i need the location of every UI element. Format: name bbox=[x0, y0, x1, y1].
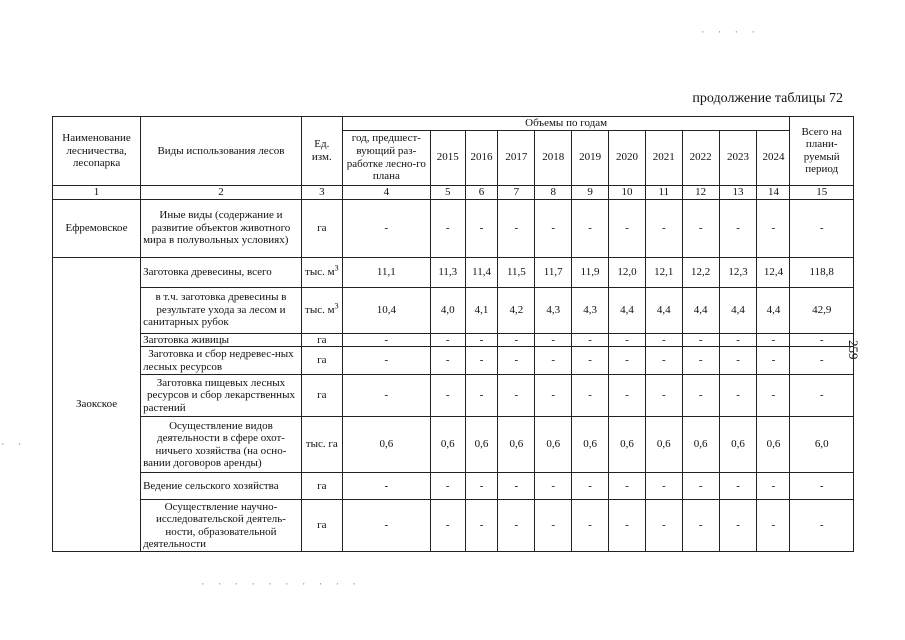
prior-year-value: 0,6 bbox=[342, 417, 430, 473]
year-value: 4,4 bbox=[719, 287, 757, 333]
header-year: 2015 bbox=[430, 130, 465, 185]
column-number: 2 bbox=[141, 185, 302, 199]
column-number: 10 bbox=[609, 185, 646, 199]
year-value: - bbox=[719, 347, 757, 375]
year-value: - bbox=[465, 333, 498, 347]
year-value: - bbox=[645, 347, 682, 375]
unit-label: тыс. га bbox=[305, 438, 338, 451]
year-value: - bbox=[465, 473, 498, 500]
column-number: 7 bbox=[498, 185, 535, 199]
year-value: - bbox=[609, 333, 646, 347]
forest-use-kind: в т.ч. заготовка древесины в результате ухода за лесом и санитарных рубок bbox=[141, 287, 302, 333]
year-value: 12,0 bbox=[609, 257, 646, 287]
year-value: - bbox=[682, 500, 719, 552]
year-value: - bbox=[430, 347, 465, 375]
year-value: - bbox=[430, 473, 465, 500]
year-value: - bbox=[535, 199, 572, 257]
table-row bbox=[53, 473, 854, 500]
forestry-name: Заокское bbox=[53, 257, 141, 552]
prior-year-value: 10,4 bbox=[342, 287, 430, 333]
year-value: 11,3 bbox=[430, 257, 465, 287]
year-value: 0,6 bbox=[682, 417, 719, 473]
column-number: 8 bbox=[535, 185, 572, 199]
year-value: - bbox=[498, 347, 535, 375]
year-value: 4,1 bbox=[465, 287, 498, 333]
year-value: - bbox=[757, 500, 790, 552]
column-number: 15 bbox=[790, 185, 854, 199]
year-value: - bbox=[535, 375, 572, 417]
year-value: - bbox=[719, 375, 757, 417]
period-total-value: - bbox=[790, 199, 854, 257]
year-value: - bbox=[757, 347, 790, 375]
year-value: 12,3 bbox=[719, 257, 757, 287]
header-year: 2017 bbox=[498, 130, 535, 185]
column-number: 9 bbox=[572, 185, 609, 199]
column-number: 5 bbox=[430, 185, 465, 199]
year-value: - bbox=[572, 500, 609, 552]
year-value: - bbox=[430, 375, 465, 417]
forest-use-kind: Осуществление видов деятельности в сфере охот-ничьего хозяйства (на осно-вании договоров аренды) bbox=[141, 417, 302, 473]
year-value: - bbox=[609, 375, 646, 417]
year-value: - bbox=[430, 500, 465, 552]
column-number: 6 bbox=[465, 185, 498, 199]
year-value: 4,4 bbox=[609, 287, 646, 333]
unit-label: тыс. м bbox=[305, 303, 335, 316]
header-year: 2016 bbox=[465, 130, 498, 185]
year-value: - bbox=[719, 199, 757, 257]
unit-label: тыс. м bbox=[305, 265, 335, 278]
unit-superscript: 3 bbox=[334, 301, 339, 311]
period-total-value: 6,0 bbox=[790, 417, 854, 473]
unit-label: га bbox=[317, 389, 327, 402]
year-value: - bbox=[682, 199, 719, 257]
year-value: 4,4 bbox=[757, 287, 790, 333]
header-unit: Ед. изм. bbox=[301, 117, 342, 186]
year-value: - bbox=[645, 199, 682, 257]
unit-label: га bbox=[317, 221, 327, 234]
year-value: - bbox=[498, 473, 535, 500]
year-value: - bbox=[757, 473, 790, 500]
year-value: - bbox=[498, 375, 535, 417]
column-number-row bbox=[53, 185, 854, 199]
header-year: 2018 bbox=[535, 130, 572, 185]
unit-cell bbox=[301, 473, 342, 500]
page-number: 259 bbox=[846, 340, 861, 360]
period-total-value: 42,9 bbox=[790, 287, 854, 333]
table-row bbox=[53, 347, 854, 375]
table-continuation-caption: продолжение таблицы 72 bbox=[692, 91, 843, 106]
table-row bbox=[53, 257, 854, 287]
year-value: - bbox=[609, 199, 646, 257]
unit-cell bbox=[301, 257, 342, 287]
year-value: - bbox=[498, 199, 535, 257]
prior-year-value: - bbox=[342, 473, 430, 500]
year-value: 12,1 bbox=[645, 257, 682, 287]
year-value: - bbox=[682, 333, 719, 347]
year-value: - bbox=[572, 333, 609, 347]
unit-label: га bbox=[317, 333, 327, 346]
table-row bbox=[53, 375, 854, 417]
year-value: 0,6 bbox=[757, 417, 790, 473]
year-value: - bbox=[719, 333, 757, 347]
year-value: - bbox=[572, 347, 609, 375]
unit-superscript: 3 bbox=[334, 263, 339, 273]
unit-label: га bbox=[317, 519, 327, 532]
column-number: 3 bbox=[301, 185, 342, 199]
year-value: 0,6 bbox=[572, 417, 609, 473]
year-value: - bbox=[645, 375, 682, 417]
unit-cell bbox=[301, 199, 342, 257]
forest-use-kind: Заготовка живицы bbox=[141, 333, 302, 347]
year-value: - bbox=[719, 473, 757, 500]
year-value: - bbox=[465, 199, 498, 257]
table-body bbox=[53, 199, 854, 552]
year-value: - bbox=[719, 500, 757, 552]
year-value: 4,4 bbox=[682, 287, 719, 333]
header-total: Всего на плани-руемый период bbox=[790, 117, 854, 186]
scan-noise: · · bbox=[0, 440, 26, 450]
forest-use-kind: Заготовка древесины, всего bbox=[141, 257, 302, 287]
year-value: 12,4 bbox=[757, 257, 790, 287]
year-value: - bbox=[609, 347, 646, 375]
year-value: - bbox=[535, 347, 572, 375]
scan-noise: · · · · bbox=[700, 28, 759, 38]
year-value: - bbox=[430, 199, 465, 257]
year-value: 0,6 bbox=[719, 417, 757, 473]
column-number: 14 bbox=[757, 185, 790, 199]
unit-cell bbox=[301, 333, 342, 347]
year-value: - bbox=[609, 500, 646, 552]
header-year: 2022 bbox=[682, 130, 719, 185]
period-total-value: - bbox=[790, 500, 854, 552]
header-year: 2019 bbox=[572, 130, 609, 185]
column-number: 13 bbox=[719, 185, 757, 199]
year-value: 12,2 bbox=[682, 257, 719, 287]
prior-year-value: - bbox=[342, 333, 430, 347]
period-total-value: - bbox=[790, 347, 854, 375]
table-row bbox=[53, 333, 854, 347]
header-year: 2023 bbox=[719, 130, 757, 185]
year-value: - bbox=[645, 333, 682, 347]
year-value: - bbox=[682, 473, 719, 500]
year-value: 0,6 bbox=[535, 417, 572, 473]
year-value: 11,5 bbox=[498, 257, 535, 287]
table-row bbox=[53, 199, 854, 257]
prior-year-value: - bbox=[342, 347, 430, 375]
year-value: - bbox=[535, 473, 572, 500]
forest-use-table bbox=[52, 116, 854, 552]
unit-label: га bbox=[317, 354, 327, 367]
year-value: 0,6 bbox=[430, 417, 465, 473]
year-value: - bbox=[498, 500, 535, 552]
year-value: 11,9 bbox=[572, 257, 609, 287]
header-volumes-by-year: Объемы по годам bbox=[342, 117, 790, 131]
year-value: 4,3 bbox=[535, 287, 572, 333]
column-number: 11 bbox=[645, 185, 682, 199]
year-value: - bbox=[645, 473, 682, 500]
table-row bbox=[53, 287, 854, 333]
table-row bbox=[53, 500, 854, 552]
year-value: 0,6 bbox=[465, 417, 498, 473]
unit-cell bbox=[301, 347, 342, 375]
year-value: 4,0 bbox=[430, 287, 465, 333]
unit-cell bbox=[301, 287, 342, 333]
prior-year-value: 11,1 bbox=[342, 257, 430, 287]
unit-cell bbox=[301, 500, 342, 552]
year-value: 11,7 bbox=[535, 257, 572, 287]
period-total-value: - bbox=[790, 333, 854, 347]
year-value: 0,6 bbox=[645, 417, 682, 473]
period-total-value: - bbox=[790, 473, 854, 500]
table-row bbox=[53, 417, 854, 473]
forest-use-kind: Заготовка и сбор недревес-ных лесных ресурсов bbox=[141, 347, 302, 375]
header-year: 2024 bbox=[757, 130, 790, 185]
scan-noise: · · · · · · · · · · bbox=[200, 580, 360, 590]
forest-use-kind: Заготовка пищевых лесных ресурсов и сбор лекарственных растений bbox=[141, 375, 302, 417]
year-value: - bbox=[682, 375, 719, 417]
year-value: - bbox=[465, 500, 498, 552]
year-value: - bbox=[572, 375, 609, 417]
forest-use-kind: Иные виды (содержание и развитие объектов животного мира в полувольных условиях) bbox=[141, 199, 302, 257]
header-kind: Виды использования лесов bbox=[141, 117, 302, 186]
year-value: - bbox=[645, 500, 682, 552]
year-value: 4,4 bbox=[645, 287, 682, 333]
year-value: - bbox=[572, 473, 609, 500]
year-value: - bbox=[535, 333, 572, 347]
year-value: 11,4 bbox=[465, 257, 498, 287]
year-value: - bbox=[498, 333, 535, 347]
column-number: 1 bbox=[53, 185, 141, 199]
header-forestry: Наименование лесничества, лесопарка bbox=[53, 117, 141, 186]
period-total-value: - bbox=[790, 375, 854, 417]
column-number: 4 bbox=[342, 185, 430, 199]
header-year: 2021 bbox=[645, 130, 682, 185]
year-value: - bbox=[757, 199, 790, 257]
year-value: 4,2 bbox=[498, 287, 535, 333]
header-prior-year: год, предшест-вующий раз-работке лесно-го плана bbox=[342, 130, 430, 185]
prior-year-value: - bbox=[342, 199, 430, 257]
column-number: 12 bbox=[682, 185, 719, 199]
year-value: - bbox=[535, 500, 572, 552]
year-value: - bbox=[682, 347, 719, 375]
year-value: - bbox=[757, 333, 790, 347]
header-year: 2020 bbox=[609, 130, 646, 185]
forest-use-kind: Осуществление научно-исследовательской деятель-ности, образовательной деятельности bbox=[141, 500, 302, 552]
period-total-value: 118,8 bbox=[790, 257, 854, 287]
year-value: - bbox=[757, 375, 790, 417]
unit-cell bbox=[301, 417, 342, 473]
prior-year-value: - bbox=[342, 500, 430, 552]
unit-label: га bbox=[317, 479, 327, 492]
year-value: 0,6 bbox=[609, 417, 646, 473]
year-value: - bbox=[430, 333, 465, 347]
year-value: - bbox=[465, 375, 498, 417]
forestry-name: Ефремовское bbox=[53, 199, 141, 257]
unit-cell bbox=[301, 375, 342, 417]
year-value: 4,3 bbox=[572, 287, 609, 333]
year-value: 0,6 bbox=[498, 417, 535, 473]
prior-year-value: - bbox=[342, 375, 430, 417]
year-value: - bbox=[465, 347, 498, 375]
year-value: - bbox=[572, 199, 609, 257]
forest-use-kind: Ведение сельского хозяйства bbox=[141, 473, 302, 500]
year-value: - bbox=[609, 473, 646, 500]
